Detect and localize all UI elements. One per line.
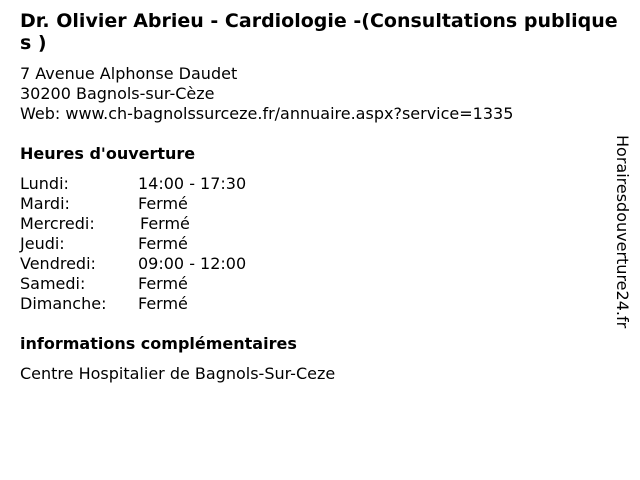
hours-time: 14:00 - 17:30 bbox=[138, 174, 247, 193]
page-title: Dr. Olivier Abrieu - Cardiologie -(Consultations publiques ) bbox=[20, 10, 618, 54]
address-web: Web: www.ch-bagnolssurceze.fr/annuaire.aspx?service=1335 bbox=[20, 104, 514, 123]
site-watermark: Horairesdouverture24.fr bbox=[613, 135, 632, 329]
hours-day: Vendredi: bbox=[20, 254, 96, 273]
address-block bbox=[20, 64, 513, 124]
hours-time: Fermé bbox=[138, 234, 188, 253]
hours-heading: Heures d'ouverture bbox=[20, 144, 196, 163]
address-street: 7 Avenue Alphonse Daudet bbox=[20, 64, 238, 83]
hours-time: 09:00 - 12:00 bbox=[138, 254, 247, 273]
hours-day: Mardi: bbox=[20, 194, 70, 213]
info-text: Centre Hospitalier de Bagnols-Sur-Ceze bbox=[20, 364, 336, 383]
hours-day: Mercredi: bbox=[20, 214, 95, 233]
hours-time: Fermé bbox=[140, 214, 190, 233]
info-heading: informations complémentaires bbox=[20, 334, 297, 353]
hours-time: Fermé bbox=[138, 194, 188, 213]
hours-day: Samedi: bbox=[20, 274, 86, 293]
address-city: 30200 Bagnols-sur-Cèze bbox=[20, 84, 215, 103]
hours-time: Fermé bbox=[138, 274, 188, 293]
hours-time: Fermé bbox=[138, 294, 188, 313]
hours-day: Lundi: bbox=[20, 174, 69, 193]
hours-day: Jeudi: bbox=[20, 234, 65, 253]
hours-day: Dimanche: bbox=[20, 294, 107, 313]
